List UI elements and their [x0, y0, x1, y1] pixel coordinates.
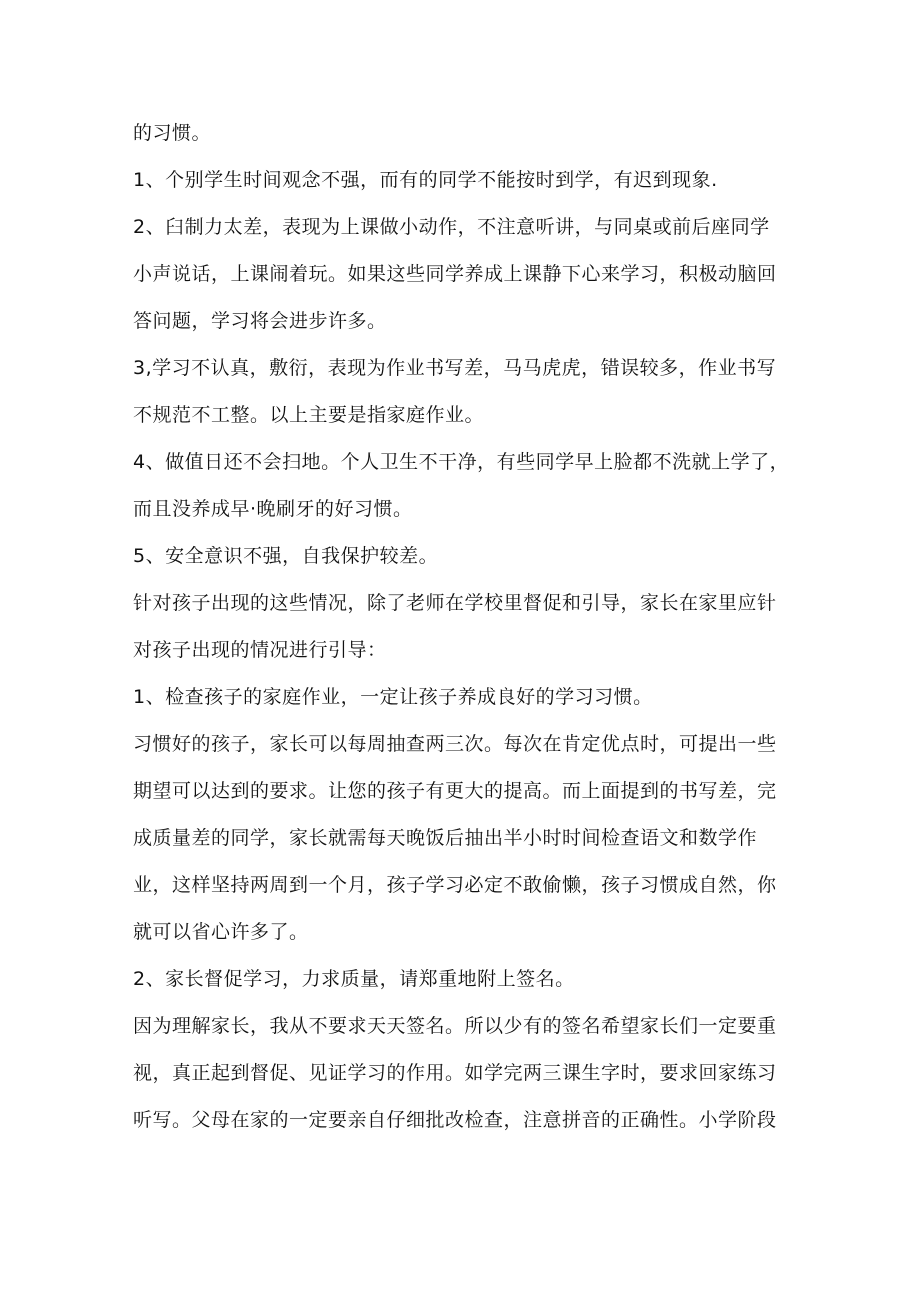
- text-line: 成质量差的同学，家长就需每天晚饭后抽出半小时时间检查语文和数学作: [133, 827, 758, 849]
- text-line: 对孩子出现的情况进行引导：: [133, 639, 387, 661]
- text-line: 业，这样坚持两周到一个月，孩子学习必定不敢偷懒，孩子习惯成自然，你: [133, 874, 777, 896]
- text-line: 小声说话，上课闹着玩。如果这些同学养成上课静下心来学习，积极动脑回: [133, 263, 777, 285]
- text-line: 1、检查孩子的家庭作业，一定让孩子养成良好的学习习惯。: [133, 686, 653, 708]
- text-line: 4、做值日还不会扫地。个人卫生不干净，有些同学早上脸都不洗就上学了，: [133, 451, 790, 473]
- text-line: 视，真正起到督促、见证学习的作用。如学完两三课生字时，要求回家练习: [133, 1062, 777, 1084]
- text-line: 3,学习不认真，敷衍，表现为作业书写差，马马虎虎，错误较多，作业书写: [133, 357, 777, 379]
- text-line: 的习惯。: [133, 122, 212, 144]
- text-line: 答问题，学习将会进步许多。: [133, 310, 387, 332]
- text-line: 因为理解家长，我从不要求天天签名。所以少有的签名希望家长们一定要重: [133, 1015, 777, 1037]
- text-line: 5、安全意识不强，自我保护较差。: [133, 545, 439, 567]
- document-body: [133, 110, 793, 1144]
- text-line: 期望可以达到的要求。让您的孩子有更大的提高。而上面提到的书写差，完: [133, 780, 777, 802]
- text-line: 2、家长督促学习，力求质量，请郑重地附上签名。: [133, 968, 575, 990]
- text-line: 就可以省心许多了。: [133, 921, 309, 943]
- text-line: 针对孩子出现的这些情况，除了老师在学校里督促和引导，家长在家里应针: [133, 592, 777, 614]
- text-line: 习惯好的孩子，家长可以每周抽查两三次。每次在肯定优点时，可提出一些: [133, 733, 777, 755]
- text-line: 2、臼制力太差，表现为上课做小动作，不注意听讲，与同桌或前后座同学: [133, 216, 770, 238]
- text-line: 1、个别学生时间观念不强，而有的同学不能按时到学，有迟到现象.: [133, 169, 718, 191]
- text-line: 听写。父母在家的一定要亲自仔细批改检查，注意拼音的正确性。小学阶段: [133, 1109, 777, 1131]
- text-line: 而且没养成早·晚刷牙的好习惯。: [133, 498, 413, 520]
- text-line: 不规范不工整。以上主要是指家庭作业。: [133, 404, 485, 426]
